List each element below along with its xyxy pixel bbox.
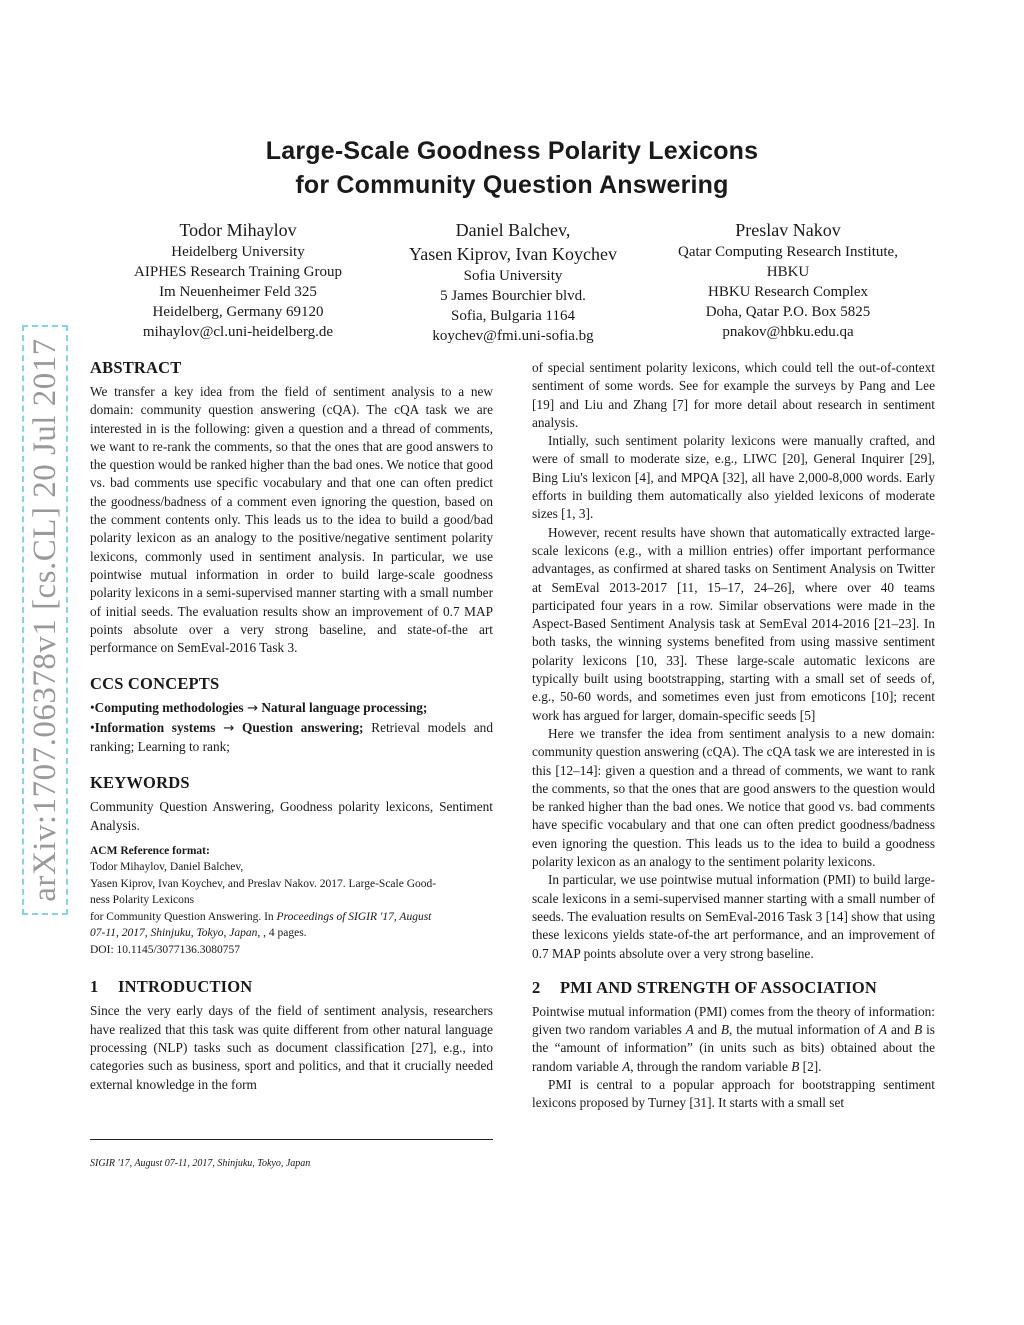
author-block-1 (98, 218, 378, 342)
acm-reference-pages: , 4 pages. (260, 927, 307, 940)
right-column (532, 359, 935, 1113)
footnote-rule (90, 1139, 493, 1140)
author-name: Todor Mihaylov (179, 220, 297, 240)
author-affiliation: Sofia University (463, 268, 563, 284)
author-affiliation: HBKU (766, 264, 810, 280)
ccs-concept: Computing methodologies (94, 700, 244, 716)
author-name: Preslav Nakov (735, 220, 841, 240)
author-address: 5 James Bourchier blvd. (440, 288, 586, 304)
author-affiliation: AIPHES Research Training Group (134, 264, 342, 280)
acm-reference-line: Todor Mihaylov, Daniel Balchev, (90, 861, 244, 874)
keywords-heading: KEYWORDS (90, 773, 190, 793)
author-name: Daniel Balchev, (455, 220, 571, 240)
title-line-2: for Community Question Answering (295, 171, 729, 199)
author-address: Doha, Qatar P.O. Box 5825 (705, 304, 871, 320)
author-email: koychev@fmi.uni-sofia.bg (432, 328, 594, 344)
ccs-concept: Question answering; (241, 719, 364, 735)
author-email: pnakov@hbku.edu.qa (722, 324, 854, 340)
ccs-heading: CCS CONCEPTS (90, 674, 220, 694)
acm-reference-line: for Community Question Answering. In (90, 910, 277, 923)
abstract-heading: ABSTRACT (90, 358, 182, 377)
arxiv-stamp: arXiv:1707.06378v1 [cs.CL] 20 Jul 2017 (22, 325, 68, 915)
section-number: 2 (532, 977, 541, 997)
paper-title (0, 134, 1024, 202)
acm-reference-venue: Proceedings of SIGIR '17, August (276, 910, 432, 923)
acm-reference-doi: DOI: 10.1145/3077136.3080757 (90, 943, 241, 956)
author-address: Sofia, Bulgaria 1164 (450, 308, 575, 324)
section-title: PMI AND STRENGTH OF ASSOCIATION (560, 977, 878, 997)
abstract-text: We transfer a key idea from the field of sentiment analysis to a new domain: community question answering (cQA). The cQA task we are interested in is the following: given a question and a thread of comments, we want to re-rank the comments, so that the ones that are good answers to the question would be ranked higher than the bad ones. We notice that good vs. bad comments use specific vocabulary and that one can often predict the goodness/badness of a comment even ignoring the question, based on the comment contents only. This leads us to the idea to build a good/bad polarity lexicon as an analogy to the positive/negative sentiment polarity lexicons, commonly used in sentiment analysis. In particular, we use pointwise mutual information in order to build large-scale goodness polarity lexicons in a semi-supervised manner starting with a small number of initial seeds. The evaluation results show an improvement of 0.7 MAP points absolute over a very strong baseline, and state-of-the art performance on SemEval-2016 Task 3. (90, 384, 493, 656)
acm-reference-venue: 07-11, 2017, Shinjuku, Tokyo, Japan, (90, 927, 261, 940)
title-line-1: Large-Scale Goodness Polarity Lexicons (265, 137, 759, 165)
paragraph: Intially, such sentiment polarity lexicons were manually crafted, and were of small to moderate size, e.g., LIWC [20], General Inquirer [29], Bing Liu's lexicon [4], and MPQA [32], all have 2,000-8,000 words. Early efforts in building them automatically also yielded lexicons of moderate sizes [1, 3]. (532, 433, 935, 522)
acm-reference-heading: ACM Reference format: (90, 844, 210, 857)
author-affiliation: Heidelberg University (171, 244, 305, 260)
section-title: INTRODUCTION (118, 977, 253, 997)
paragraph: Here we transfer the idea from sentiment analysis to a new domain: community question answering (cQA). The cQA task we are interested in is this [12–14]: given a question and a thread of comments, we want to rank the comments, so that the ones that are good answers to the question would be ranked higher than the bad ones. We notice that good vs. bad comments have specific vocabulary and that one can often predict goodness/badness even ignoring the question. This leads us to the idea to build a goodness polarity lexicon as an analogy to the sentiment polarity lexicons. (532, 725, 935, 870)
author-email: mihaylov@cl.uni-heidelberg.de (142, 324, 334, 340)
arrow-right-icon: → (246, 701, 259, 717)
pmi-paragraph: Pointwise mutual information (PMI) comes from the theory of information: given two random variables A and B, the mutual information of A and B is the “amount of information” (in units such as bits) obtained about the random variable A, through the random variable B [2]. (532, 1003, 935, 1074)
author-address: HBKU Research Complex (708, 284, 868, 300)
paragraph: of special sentiment polarity lexicons, which could tell the out-of-context sentiment of some words. See for example the surveys by Pang and Lee [19] and Liu and Zhang [7] for more detail about research in sentiment analysis. (532, 360, 935, 430)
ccs-bullet: • (90, 700, 95, 716)
acm-reference-line: ness Polarity Lexicons (90, 894, 195, 907)
pmi-heading (532, 977, 935, 999)
author-block-3 (648, 218, 928, 342)
author-name: Yasen Kiprov, Ivan Koychev (409, 244, 617, 264)
author-address: Im Neuenheimer Feld 325 (159, 284, 317, 300)
author-affiliation: Qatar Computing Research Institute, (678, 244, 898, 260)
section-number: 1 (90, 977, 99, 997)
paragraph: However, recent results have shown that automatically extracted large-scale lexicons (e.g., with a million entries) offer important performance advantages, as confirmed at shared tasks on Sentiment Analysis on Twitter at SemEval 2013-2017 [11, 15–17, 24–26], where over 40 teams participated four years in a row. Similar observations were made in the Aspect-Based Sentiment Analysis task at SemEval 2014-2016 [21–23]. In both tasks, the winning systems benefited from using massive sentiment polarity lexicons [10, 33]. These large-scale automatic lexicons are typically built using bootstrapping, starting with a small set of seeds of, e.g., 50-60 words, and sometimes even just from emoticons [10]; recent work has argued for larger, domain-specific seeds [5] (532, 524, 935, 723)
pmi-paragraph: PMI is central to a popular approach for bootstrapping sentiment lexicons proposed by Turney [31]. It starts with a small set (532, 1076, 935, 1111)
keywords-text: Community Question Answering, Goodness polarity lexicons, Sentiment Analysis. (90, 799, 493, 833)
ccs-bullet: • (90, 719, 95, 735)
author-address: Heidelberg, Germany 69120 (152, 304, 324, 320)
ccs-concept: Information systems (94, 719, 216, 735)
acm-reference-line: Yasen Kiprov, Ivan Koychev, and Preslav Nakov. 2017. Large-Scale Good- (90, 877, 437, 890)
ccs-concept-rest: Retrieval models and ranking; Learning to rank; (90, 719, 493, 755)
conference-footer: SIGIR '17, August 07-11, 2017, Shinjuku, Tokyo, Japan (90, 1158, 311, 1169)
intro-text: Since the very early days of the field of sentiment analysis, researchers have realized that this task was quite different from other natural language processing (NLP) tasks such as document classification [27], e.g., into categories such as business, sport and politics, and that it crucially needed external knowledge in the form (90, 1003, 493, 1092)
intro-heading (90, 976, 493, 998)
acm-reference (90, 843, 493, 959)
ccs-concepts (90, 699, 493, 756)
paragraph: In particular, we use pointwise mutual information (PMI) to build large-scale lexicons in a semi-supervised manner starting with a small number of seeds. The evaluation results on SemEval-2016 Task 3 [14] show that using these lexicons yields state-of-the art performance, and an improvement of 0.7 MAP points absolute over a very strong baseline. (532, 872, 935, 961)
arrow-right-icon: → (223, 720, 235, 736)
left-column (90, 357, 493, 1094)
author-block-2 (372, 218, 654, 346)
ccs-concept: Natural language processing; (261, 700, 428, 716)
